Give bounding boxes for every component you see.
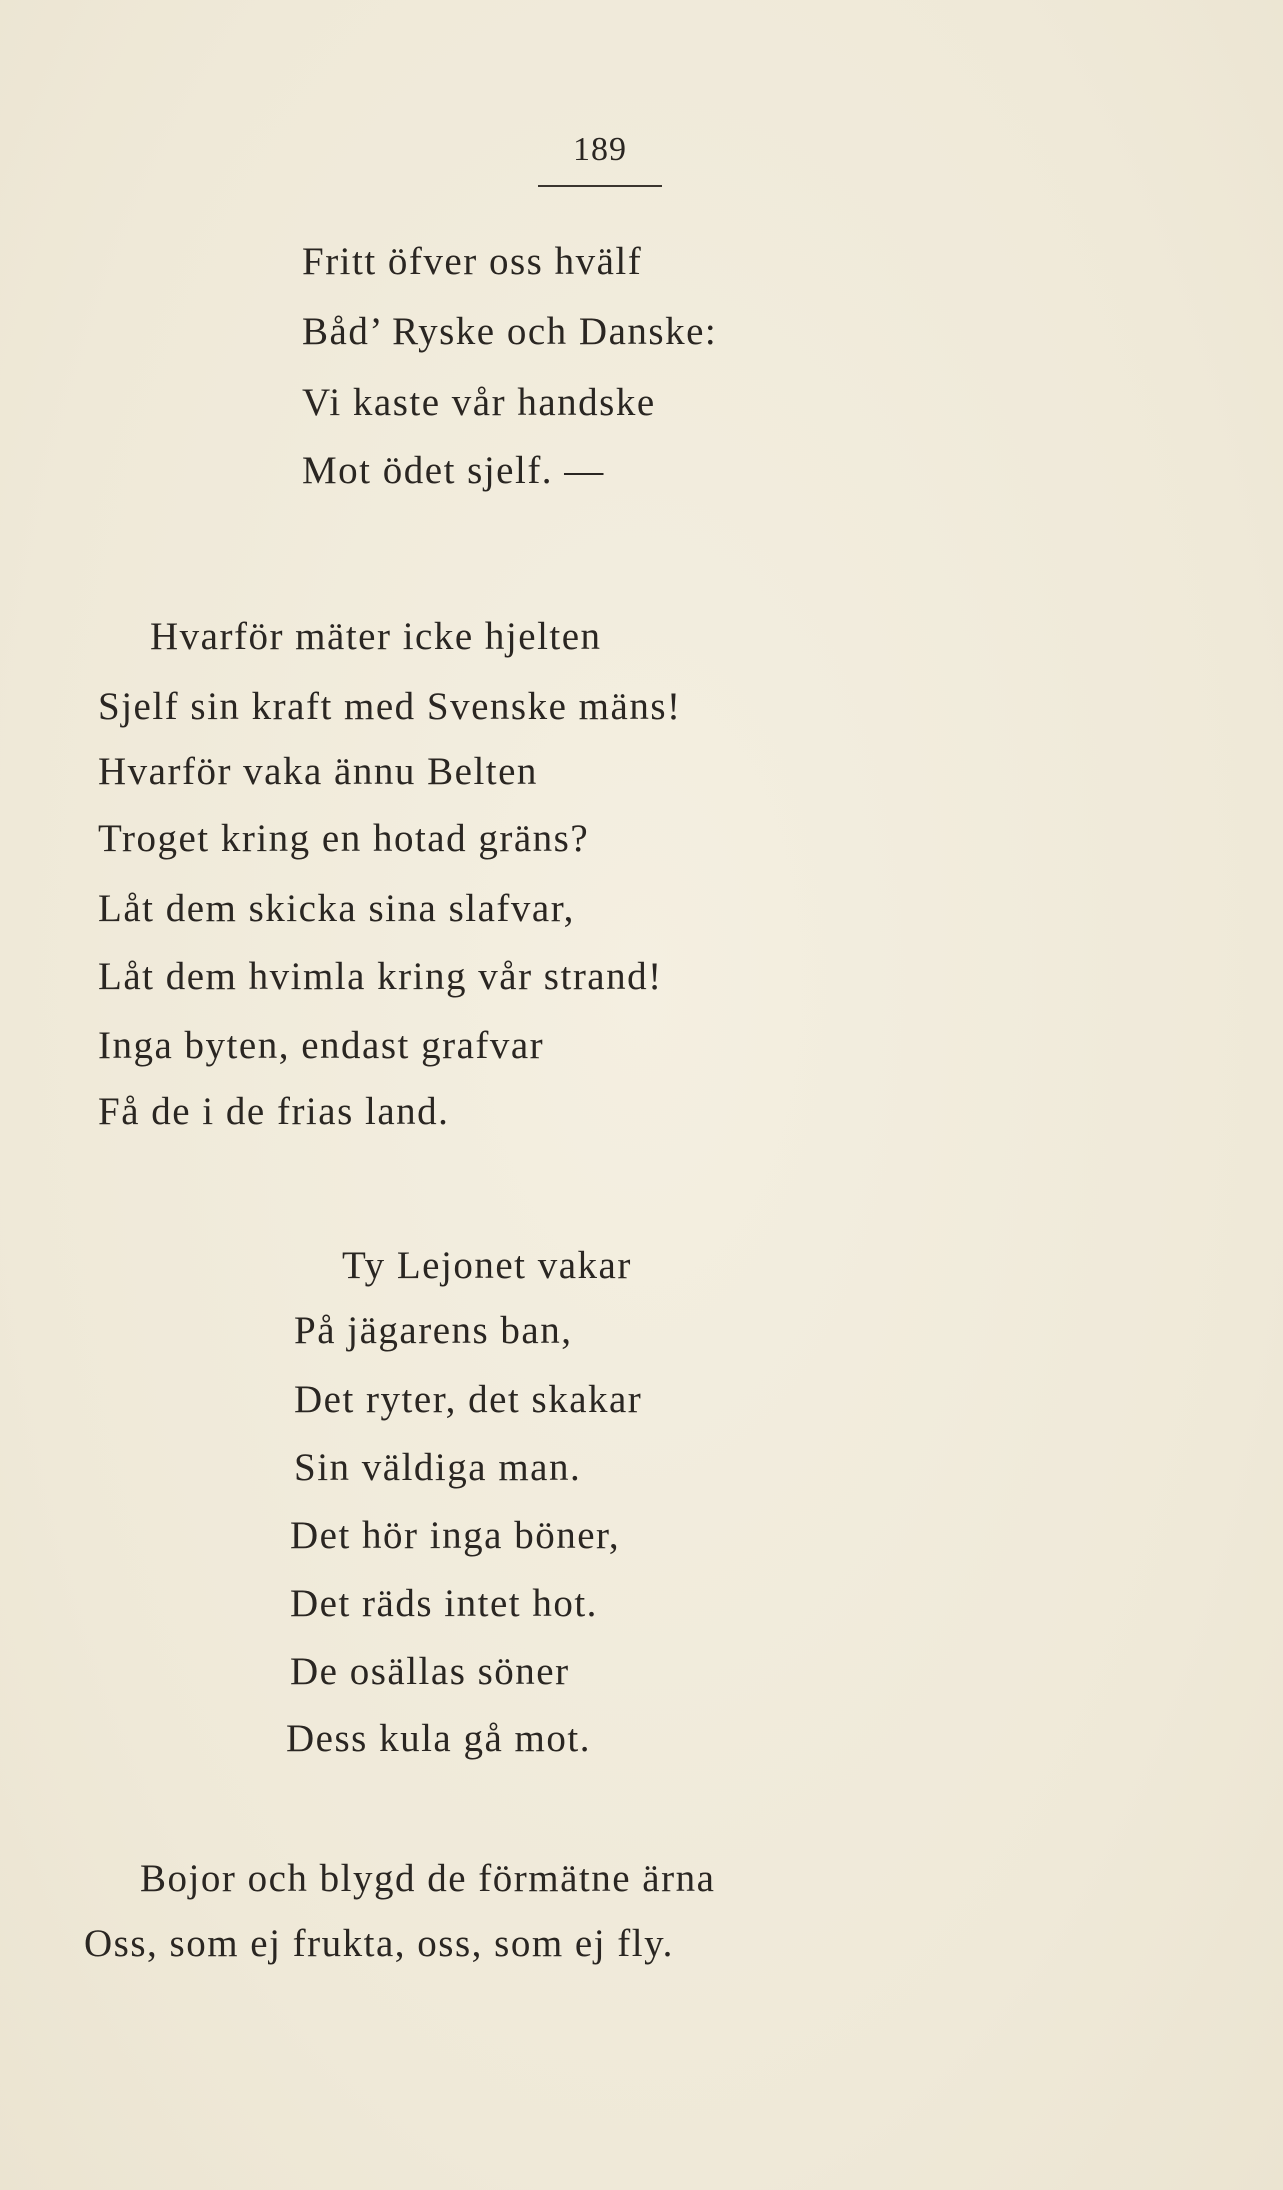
poem-line: De osällas söner [290, 1650, 570, 1693]
page-number-rule [538, 185, 662, 187]
poem-line: Det ryter, det skakar [294, 1378, 643, 1421]
poem-line: Hvarför vaka ännu Belten [98, 750, 538, 793]
poem-line: Hvarför mäter icke hjelten [150, 615, 602, 658]
poem-line: Låt dem skicka sina slafvar, [98, 887, 575, 930]
poem-line: Inga byten, endast grafvar [98, 1024, 545, 1067]
poem-line: Fritt öfver oss hvälf [302, 240, 643, 283]
poem-line: Oss, som ej frukta, oss, som ej fly. [84, 1922, 674, 1965]
poem-line: Låt dem hvimla kring vår strand! [98, 955, 663, 998]
poem-line: Mot ödet sjelf. — [302, 449, 605, 492]
poem-line: Det räds intet hot. [290, 1582, 598, 1625]
poem-line: Det hör inga böner, [290, 1514, 621, 1557]
page-number: 189 [573, 131, 627, 168]
poem-line: Sin väldiga man. [294, 1446, 582, 1489]
poem-line: Få de i de frias land. [98, 1090, 450, 1133]
poem-line: Dess kula gå mot. [286, 1717, 591, 1760]
poem-line: Troget kring en hotad gräns? [98, 817, 590, 860]
poem-line: Vi kaste vår handske [302, 381, 656, 424]
poem-line: Bojor och blygd de förmätne ärna [140, 1857, 716, 1900]
poem-line: Ty Lejonet vakar [342, 1244, 632, 1287]
poem-line: Båd’ Ryske och Danske: [302, 310, 718, 353]
poem-line: Sjelf sin kraft med Svenske mäns! [98, 685, 682, 728]
poem-line: På jägarens ban, [294, 1309, 573, 1352]
